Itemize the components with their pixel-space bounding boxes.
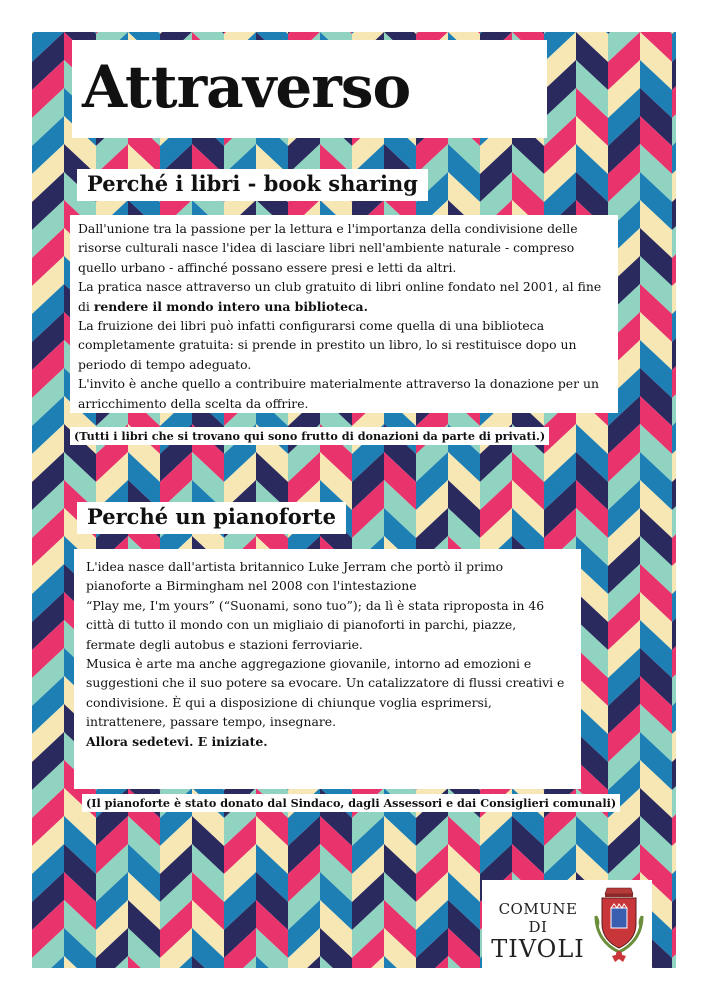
page-title: Attraverso — [82, 53, 411, 121]
tivoli-coat-of-arms-icon — [590, 886, 648, 966]
title-panel — [72, 40, 547, 138]
books-body-part2: La fruizione dei libri può infatti configurarsi come quella di una biblioteca completamente gratuita: si prende in prestito un libro, lo si restituisce dopo un periodo di tempo adeguato. L'invito è anche quello a contribuire materialmente attraverso la donazione per un arricchimento della scelta da offrire. — [78, 318, 599, 411]
comune-logo-block — [482, 880, 652, 968]
books-body-part1: Dall'unione tra la passione per la lettura e l'importanza della condivisione delle risorse culturali nasce l'idea di lasciare libri nell'ambiente naturale - compreso quello urbano - affinché possano essere presi e letti da altri. La pratica nasce attraverso un club gratuito di libri online fondato nel 2001, al fine di — [78, 221, 602, 314]
comune-line2: TIVOLI — [491, 935, 585, 963]
heading-books: Perché i libri - book sharing — [77, 169, 428, 201]
piano-body-bold: Allora sedetevi. E iniziate. — [86, 733, 268, 749]
chevron-band — [672, 32, 676, 62]
comune-name — [488, 900, 588, 962]
comune-line1: COMUNE DI — [498, 900, 578, 936]
poster — [32, 32, 676, 968]
piano-body-part1: L'idea nasce dall'artista britannico Luke Jerram che portò il primo pianoforte a Birmingham nel 2008 con l'intestazione “Play me, I'm yours” (“Suonami, sono tuo”); da lì è stata riproposta in 46 città di tutto il mondo con un migliaio di pianoforti in parchi, piazze, fermate degli autobus e stazioni ferroviarie. Musica è arte ma anche aggregazione giovanile, intorno ad emozioni e suggestioni che il suo potere sa evocare. Un catalizzatore di flussi creativi e condivisione. È qui a disposizione di chiunque voglia esprimersi, intrattenere, passare tempo, insegnare. — [86, 559, 565, 730]
heading-piano: Perché un pianoforte — [77, 502, 346, 534]
piano-body-text — [74, 549, 581, 789]
piano-donation-note: (Il pianoforte è stato donato dal Sindaco, dagli Assessori e dai Consiglieri comunali) — [82, 794, 620, 812]
books-body-bold: rendere il mondo intero una biblioteca. — [93, 298, 368, 314]
books-donation-note: (Tutti i libri che si trovano qui sono frutto di donazioni da parte di privati.) — [70, 427, 549, 445]
books-body-text — [70, 215, 618, 413]
